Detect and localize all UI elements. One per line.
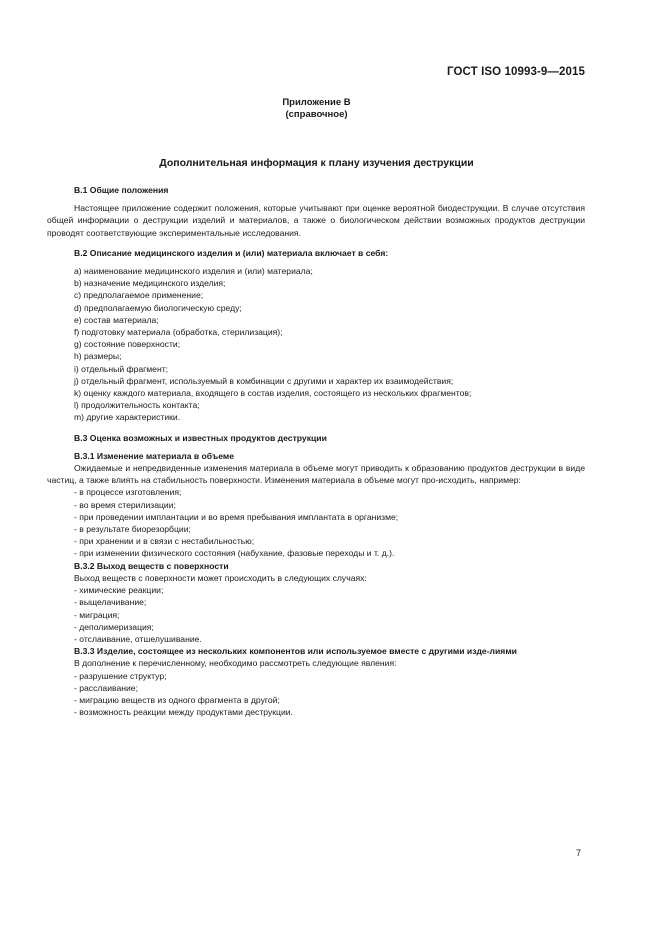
list-item: - миграцию веществ из одного фрагмента в другой; (74, 694, 280, 705)
list-item: - при изменении физического состояния (набухание, фазовые переходы и т. д.). (74, 548, 395, 559)
list-item: - отслаивание, отшелушивание. (74, 633, 202, 644)
list-item: - химические реакции; (74, 585, 164, 596)
subsection-heading-b3-2: В.3.2 Выход веществ с поверхности (74, 560, 229, 571)
list-item: - расслаивание; (74, 682, 138, 693)
list-item: j) отдельный фрагмент, используемый в комбинации с другими и характер их взаимодействия; (74, 375, 454, 386)
list-item: f) подготовку материала (обработка, стерилизация); (74, 327, 283, 338)
list-item: l) продолжительность контакта; (74, 400, 200, 411)
list-item: d) предполагаемую биологическую среду; (74, 302, 242, 313)
list-item: - при проведении имплантации и во время пребывания имплантата в организме; (74, 511, 399, 522)
subsection-b3-1-paragraph: Ожидаемые и непредвиденные изменения материала в объеме могут приводить к образованию продуктов деструкции в виде частиц, а также влиять на стабильность поверхности. Изменения материала в объеме могут про-исходить, например: (47, 463, 585, 486)
section-heading-b3: В.3 Оценка возможных и известных продуктов деструкции (74, 432, 327, 443)
section-heading-b2: В.2 Описание медицинского изделия и (или) материала включает в себя: (74, 247, 389, 258)
list-item: k) оценку каждого материала, входящего в состав изделия, состоящего из нескольких фрагментов; (74, 388, 472, 399)
list-item: - выщелачивание; (74, 597, 147, 608)
list-item: - разрушение структур; (74, 670, 167, 681)
list-item: b) назначение медицинского изделия; (74, 278, 226, 289)
annex-subtitle: (справочное) (285, 109, 348, 120)
subsection-heading-b3-3: В.3.3 Изделие, состоящее из нескольких компонентов или используемое вместе с другими изде-лиями (74, 646, 517, 657)
list-item: - в процессе изготовления; (74, 487, 182, 498)
list-item: c) предполагаемое применение; (74, 290, 204, 301)
subsection-heading-b3-1: В.3.1 Изменение материала в объеме (74, 450, 235, 461)
list-item: e) состав материала; (74, 314, 159, 325)
list-item: i) отдельный фрагмент; (74, 363, 169, 374)
subsection-b3-2-paragraph: Выход веществ с поверхности может происходить в следующих случаях: (74, 572, 367, 583)
list-item: - при хранении и в связи с нестабильностью; (74, 536, 255, 547)
page-number: 7 (575, 848, 581, 858)
list-item: g) состояние поверхности; (74, 339, 181, 350)
section-b1-paragraph: Настоящее приложение содержит положения, которые учитывают при оценке вероятной биодеструкции. В случае отсутствия общей информации о деструкции изделий и материалов, а также о биологическом действии возможных продуктов деструкции проводят соответствующие экспериментальные исследования. (47, 203, 585, 238)
standard-code: ГОСТ ISO 10993-9—2015 (447, 66, 585, 78)
list-item: - миграция; (74, 609, 120, 620)
list-item: h) размеры; (74, 351, 122, 362)
document-body (47, 184, 585, 718)
section-heading-b1: В.1 Общие положения (74, 185, 169, 195)
list-item: - возможность реакции между продуктами деструкции. (74, 707, 293, 718)
list-item: - деполимеризация; (74, 621, 154, 632)
list-item: a) наименование медицинского изделия и (или) материала; (74, 266, 313, 277)
annex-title: Приложение В (282, 97, 351, 108)
list-item: - в результате биорезорбции; (74, 524, 191, 535)
list-item: m) другие характеристики. (74, 412, 181, 423)
list-item: - во время стерилизации; (74, 499, 176, 510)
subsection-b3-3-paragraph: В дополнение к перечисленному, необходимо рассмотреть следующие явления: (74, 658, 397, 669)
page-title: Дополнительная информация к плану изучения деструкции (159, 157, 474, 169)
